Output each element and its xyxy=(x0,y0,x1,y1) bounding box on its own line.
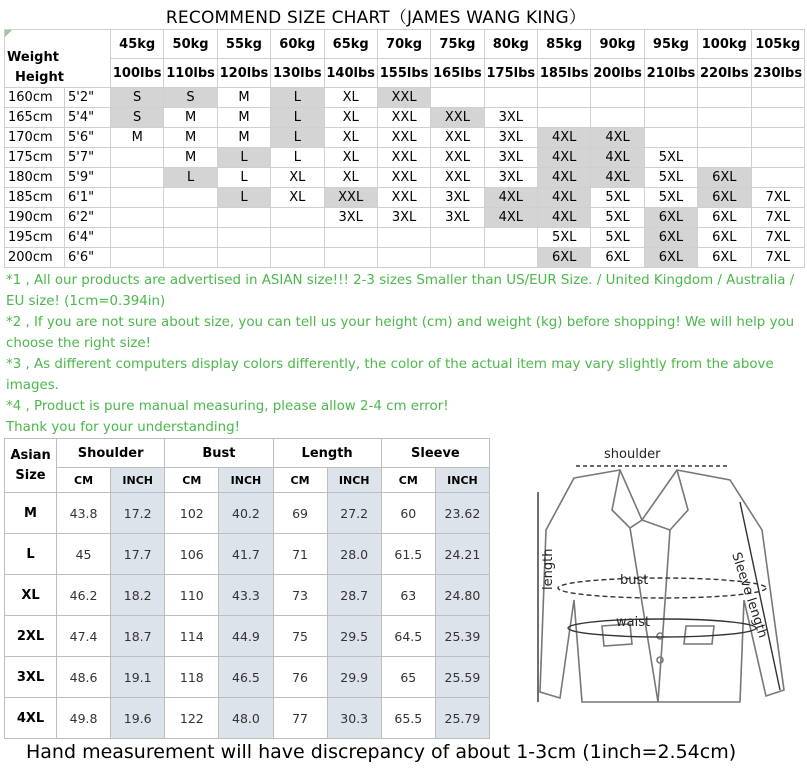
size-cell: XL xyxy=(324,168,377,188)
size-cell xyxy=(644,128,697,148)
size-cell: 4XL xyxy=(591,168,644,188)
lbs-header-cell: 185lbs xyxy=(538,59,591,88)
size-row xyxy=(5,208,805,228)
measure-inch-cell: 44.9 xyxy=(219,616,273,657)
size-cell: 5XL xyxy=(644,188,697,208)
size-row xyxy=(5,88,805,108)
height-ft-cell: 5'9" xyxy=(65,168,111,188)
kg-header-cell: 45kg xyxy=(111,30,164,59)
size-label: 4XL xyxy=(5,698,57,739)
measure-cm-cell: 73 xyxy=(273,575,327,616)
size-cell: M xyxy=(164,148,217,168)
lbs-header-cell: 230lbs xyxy=(751,59,805,88)
size-cell: 3XL xyxy=(484,148,537,168)
size-cell: L xyxy=(164,168,217,188)
size-cell xyxy=(217,208,270,228)
size-cell xyxy=(164,208,217,228)
lbs-header-cell: 210lbs xyxy=(644,59,697,88)
size-cell xyxy=(484,248,537,268)
size-cell xyxy=(698,88,751,108)
size-cell: 3XL xyxy=(484,128,537,148)
measure-inch-cell: 48.0 xyxy=(219,698,273,739)
measure-inch-cell: 28.7 xyxy=(327,575,381,616)
size-cell xyxy=(217,228,270,248)
height-ft-cell: 5'7" xyxy=(65,148,111,168)
size-row xyxy=(5,228,805,248)
unit-inch: INCH xyxy=(111,468,165,493)
size-cell xyxy=(111,208,164,228)
size-cell: 3XL xyxy=(484,108,537,128)
size-cell: L xyxy=(217,168,270,188)
size-cell: 5XL xyxy=(644,148,697,168)
measure-cm-cell: 122 xyxy=(165,698,219,739)
size-row xyxy=(5,148,805,168)
kg-header-cell: 100kg xyxy=(698,30,751,59)
height-cm-cell: 185cm xyxy=(5,188,65,208)
size-cell: XXL xyxy=(377,128,430,148)
size-cell xyxy=(484,228,537,248)
sleeve-length-label: Sleeve length xyxy=(728,550,771,640)
measure-cm-cell: 106 xyxy=(165,534,219,575)
note-1: *1 , All our products are advertised in ASIAN size!!! 2-3 sizes Smaller than US/EUR Size. / United Kingdom / Australia / EU size! (1cm=0.394in) xyxy=(6,273,795,309)
size-cell: 4XL xyxy=(538,168,591,188)
size-cell xyxy=(217,248,270,268)
size-row xyxy=(5,188,805,208)
shoulder-label: shoulder xyxy=(604,447,661,462)
measure-body xyxy=(5,493,490,739)
lbs-header-cell: 100lbs xyxy=(111,59,164,88)
size-cell: XXL xyxy=(377,88,430,108)
measure-cm-cell: 118 xyxy=(165,657,219,698)
size-cell: 4XL xyxy=(484,188,537,208)
measure-row xyxy=(5,575,490,616)
height-cm-cell: 165cm xyxy=(5,108,65,128)
size-cell: XXL xyxy=(431,108,484,128)
size-cell: M xyxy=(111,128,164,148)
size-cell xyxy=(377,228,430,248)
size-cell: XL xyxy=(324,108,377,128)
size-cell: 4XL xyxy=(538,128,591,148)
size-cell: 4XL xyxy=(538,208,591,228)
note-3: *3 , As different computers display colors differently, the color of the actual item may vary slightly from the above images. xyxy=(6,357,774,393)
measure-cm-cell: 46.2 xyxy=(57,575,111,616)
note-2: *2 , If you are not sure about size, you can tell us your height (cm) and weight (kg) before shopping! We will help you choose the right size! xyxy=(6,315,795,351)
size-cell: M xyxy=(217,108,270,128)
size-cell: 3XL xyxy=(431,188,484,208)
footer-note: Hand measurement will have discrepancy of about 1-3cm (1inch=2.54cm) xyxy=(26,741,737,763)
measure-row xyxy=(5,698,490,739)
note-thanks: Thank you for your understanding! xyxy=(6,420,240,435)
height-ft-cell: 6'4" xyxy=(65,228,111,248)
unit-cm: CM xyxy=(273,468,327,493)
lbs-header-cell: 110lbs xyxy=(164,59,217,88)
measure-cm-cell: 69 xyxy=(273,493,327,534)
measure-inch-cell: 25.39 xyxy=(435,616,489,657)
size-cell: 3XL xyxy=(484,168,537,188)
size-cell: S xyxy=(111,108,164,128)
measure-cm-cell: 75 xyxy=(273,616,327,657)
size-cell: M xyxy=(164,128,217,148)
size-cell xyxy=(111,188,164,208)
asian-size-header xyxy=(5,439,57,493)
size-cell: 4XL xyxy=(538,188,591,208)
lbs-header-cell: 130lbs xyxy=(271,59,324,88)
measure-cm-cell: 71 xyxy=(273,534,327,575)
height-ft-cell: 6'6" xyxy=(65,248,111,268)
measure-cm-cell: 110 xyxy=(165,575,219,616)
size-cell: 6XL xyxy=(698,248,751,268)
lbs-header-cell: 220lbs xyxy=(698,59,751,88)
size-cell: L xyxy=(271,148,324,168)
measure-inch-cell: 17.7 xyxy=(111,534,165,575)
size-cell xyxy=(111,248,164,268)
size-cell: 5XL xyxy=(591,208,644,228)
kg-header-cell: 60kg xyxy=(271,30,324,59)
size-cell xyxy=(538,108,591,128)
measure-cm-cell: 61.5 xyxy=(381,534,435,575)
size-cell xyxy=(111,168,164,188)
size-cell: XL xyxy=(271,168,324,188)
size-cell: XXL xyxy=(377,148,430,168)
kg-header-cell: 70kg xyxy=(377,30,430,59)
size-cell xyxy=(591,108,644,128)
measure-cm-cell: 64.5 xyxy=(381,616,435,657)
size-cell xyxy=(751,128,805,148)
bust-label: bust xyxy=(620,573,649,588)
size-cell: 5XL xyxy=(591,228,644,248)
measure-row xyxy=(5,534,490,575)
size-cell: 3XL xyxy=(324,208,377,228)
measure-cm-cell: 65.5 xyxy=(381,698,435,739)
measure-inch-cell: 25.59 xyxy=(435,657,489,698)
lbs-header-cell: 175lbs xyxy=(484,59,537,88)
weight-label: Weight xyxy=(7,50,59,65)
size-cell: 6XL xyxy=(698,228,751,248)
size-cell: M xyxy=(217,88,270,108)
size-row xyxy=(5,108,805,128)
note-4: *4 , Product is pure manual measuring, please allow 2-4 cm error! xyxy=(6,399,449,414)
size-cell: 3XL xyxy=(377,208,430,228)
kg-header-cell: 65kg xyxy=(324,30,377,59)
size-cell: 6XL xyxy=(698,168,751,188)
size-cell: XXL xyxy=(377,168,430,188)
size-cell xyxy=(164,248,217,268)
size-cell: 5XL xyxy=(591,188,644,208)
measure-inch-cell: 28.0 xyxy=(327,534,381,575)
size-cell xyxy=(751,168,805,188)
size-cell: XXL xyxy=(377,188,430,208)
size-label: XL xyxy=(5,575,57,616)
height-cm-cell: 200cm xyxy=(5,248,65,268)
measure-inch-cell: 27.2 xyxy=(327,493,381,534)
size-cell: L xyxy=(217,188,270,208)
size-cell xyxy=(271,228,324,248)
measure-inch-cell: 41.7 xyxy=(219,534,273,575)
measure-cm-cell: 63 xyxy=(381,575,435,616)
size-cell xyxy=(698,128,751,148)
size-cell: 7XL xyxy=(751,248,805,268)
kg-header-cell: 80kg xyxy=(484,30,537,59)
measure-cm-cell: 102 xyxy=(165,493,219,534)
size-cell xyxy=(644,88,697,108)
size-cell: 4XL xyxy=(484,208,537,228)
asian-size-label: Asian Size xyxy=(10,447,51,483)
size-cell xyxy=(324,248,377,268)
measure-cm-cell: 48.6 xyxy=(57,657,111,698)
size-row xyxy=(5,128,805,148)
size-cell xyxy=(698,148,751,168)
size-cell: L xyxy=(271,108,324,128)
height-ft-cell: 5'6" xyxy=(65,128,111,148)
size-cell xyxy=(751,88,805,108)
size-cell: M xyxy=(164,108,217,128)
size-cell: 6XL xyxy=(538,248,591,268)
measure-inch-cell: 17.2 xyxy=(111,493,165,534)
kg-header-cell: 85kg xyxy=(538,30,591,59)
height-cm-cell: 175cm xyxy=(5,148,65,168)
measure-cm-cell: 114 xyxy=(165,616,219,657)
weight-height-corner xyxy=(5,30,111,88)
measure-group-shoulder: Shoulder xyxy=(57,439,165,468)
unit-inch: INCH xyxy=(327,468,381,493)
size-label: 3XL xyxy=(5,657,57,698)
size-row xyxy=(5,168,805,188)
height-cm-cell: 170cm xyxy=(5,128,65,148)
height-cm-cell: 160cm xyxy=(5,88,65,108)
size-cell xyxy=(591,88,644,108)
measure-inch-cell: 19.1 xyxy=(111,657,165,698)
measure-cm-cell: 76 xyxy=(273,657,327,698)
size-cell: XL xyxy=(324,88,377,108)
size-cell: XXL xyxy=(324,188,377,208)
kg-header-cell: 95kg xyxy=(644,30,697,59)
size-cell: S xyxy=(164,88,217,108)
size-chart-table xyxy=(4,29,805,268)
measure-inch-cell: 24.21 xyxy=(435,534,489,575)
size-cell: 6XL xyxy=(698,208,751,228)
measure-unit-row xyxy=(5,468,490,493)
measure-cm-cell: 65 xyxy=(381,657,435,698)
size-cell xyxy=(431,248,484,268)
kg-header-cell: 105kg xyxy=(751,30,805,59)
size-cell: L xyxy=(271,88,324,108)
size-cell: L xyxy=(271,128,324,148)
height-ft-cell: 6'2" xyxy=(65,208,111,228)
size-cell: XL xyxy=(271,188,324,208)
size-cell xyxy=(431,228,484,248)
measure-inch-cell: 46.5 xyxy=(219,657,273,698)
size-cell: S xyxy=(111,88,164,108)
size-cell xyxy=(484,88,537,108)
measure-inch-cell: 24.80 xyxy=(435,575,489,616)
size-cell: XL xyxy=(324,148,377,168)
measure-inch-cell: 18.2 xyxy=(111,575,165,616)
measure-row xyxy=(5,616,490,657)
height-ft-cell: 6'1" xyxy=(65,188,111,208)
size-cell: 3XL xyxy=(431,208,484,228)
size-cell: 5XL xyxy=(538,228,591,248)
measure-row xyxy=(5,657,490,698)
measure-cm-cell: 60 xyxy=(381,493,435,534)
measure-group-bust: Bust xyxy=(165,439,273,468)
size-cell xyxy=(164,228,217,248)
measure-inch-cell: 40.2 xyxy=(219,493,273,534)
lbs-header-row xyxy=(5,59,805,88)
measure-cm-cell: 47.4 xyxy=(57,616,111,657)
size-cell: 5XL xyxy=(644,168,697,188)
measure-inch-cell: 43.3 xyxy=(219,575,273,616)
lbs-header-cell: 140lbs xyxy=(324,59,377,88)
size-chart-body xyxy=(5,88,805,268)
kg-header-cell: 55kg xyxy=(217,30,270,59)
unit-cm: CM xyxy=(381,468,435,493)
size-cell: 7XL xyxy=(751,188,805,208)
lbs-header-cell: 120lbs xyxy=(217,59,270,88)
measure-cm-cell: 77 xyxy=(273,698,327,739)
measure-inch-cell: 18.7 xyxy=(111,616,165,657)
size-cell xyxy=(111,148,164,168)
height-cm-cell: 190cm xyxy=(5,208,65,228)
size-cell: 4XL xyxy=(538,148,591,168)
kg-header-row xyxy=(5,30,805,59)
kg-header-cell: 50kg xyxy=(164,30,217,59)
size-cell xyxy=(271,248,324,268)
size-label: 2XL xyxy=(5,616,57,657)
jacket-diagram xyxy=(512,440,802,736)
measure-cm-cell: 45 xyxy=(57,534,111,575)
measure-inch-cell: 29.9 xyxy=(327,657,381,698)
notes xyxy=(6,270,802,438)
height-ft-cell: 5'2" xyxy=(65,88,111,108)
size-cell: XXL xyxy=(377,108,430,128)
size-cell: L xyxy=(217,148,270,168)
size-cell: XL xyxy=(324,128,377,148)
size-cell xyxy=(111,228,164,248)
height-cm-cell: 180cm xyxy=(5,168,65,188)
size-cell xyxy=(644,108,697,128)
measure-inch-cell: 23.62 xyxy=(435,493,489,534)
size-cell xyxy=(751,108,805,128)
height-cm-cell: 195cm xyxy=(5,228,65,248)
size-cell: 6XL xyxy=(644,248,697,268)
unit-inch: INCH xyxy=(219,468,273,493)
size-cell: 7XL xyxy=(751,208,805,228)
size-label: M xyxy=(5,493,57,534)
size-cell: XXL xyxy=(431,128,484,148)
size-cell xyxy=(431,88,484,108)
size-cell: 6XL xyxy=(591,248,644,268)
size-cell xyxy=(698,108,751,128)
unit-cm: CM xyxy=(165,468,219,493)
chart-title: RECOMMEND SIZE CHART（JAMES WANG KING） xyxy=(165,8,587,28)
lbs-header-cell: 155lbs xyxy=(377,59,430,88)
unit-inch: INCH xyxy=(435,468,489,493)
measure-inch-cell: 19.6 xyxy=(111,698,165,739)
size-cell xyxy=(538,88,591,108)
size-cell xyxy=(164,188,217,208)
measure-group-row xyxy=(5,439,490,468)
size-cell: 4XL xyxy=(591,148,644,168)
size-cell: 7XL xyxy=(751,228,805,248)
size-cell xyxy=(751,148,805,168)
lbs-header-cell: 200lbs xyxy=(591,59,644,88)
measure-group-sleeve: Sleeve xyxy=(381,439,489,468)
length-label: length xyxy=(541,548,556,590)
measure-inch-cell: 25.79 xyxy=(435,698,489,739)
size-label: L xyxy=(5,534,57,575)
measure-inch-cell: 30.3 xyxy=(327,698,381,739)
measure-cm-cell: 43.8 xyxy=(57,493,111,534)
waist-label: waist xyxy=(616,615,651,630)
size-cell xyxy=(377,248,430,268)
size-cell: M xyxy=(217,128,270,148)
size-cell: 6XL xyxy=(644,208,697,228)
measure-inch-cell: 29.5 xyxy=(327,616,381,657)
size-cell: 4XL xyxy=(591,128,644,148)
size-cell: XXL xyxy=(431,148,484,168)
size-cell xyxy=(324,228,377,248)
size-cell: XXL xyxy=(431,168,484,188)
unit-cm: CM xyxy=(57,468,111,493)
measure-group-length: Length xyxy=(273,439,381,468)
measure-row xyxy=(5,493,490,534)
kg-header-cell: 90kg xyxy=(591,30,644,59)
size-cell xyxy=(271,208,324,228)
measurement-table xyxy=(4,438,490,739)
size-cell: 6XL xyxy=(644,228,697,248)
lbs-header-cell: 165lbs xyxy=(431,59,484,88)
size-row xyxy=(5,248,805,268)
height-ft-cell: 5'4" xyxy=(65,108,111,128)
kg-header-cell: 75kg xyxy=(431,30,484,59)
size-cell: 6XL xyxy=(698,188,751,208)
measure-cm-cell: 49.8 xyxy=(57,698,111,739)
height-label: Height xyxy=(15,70,64,85)
